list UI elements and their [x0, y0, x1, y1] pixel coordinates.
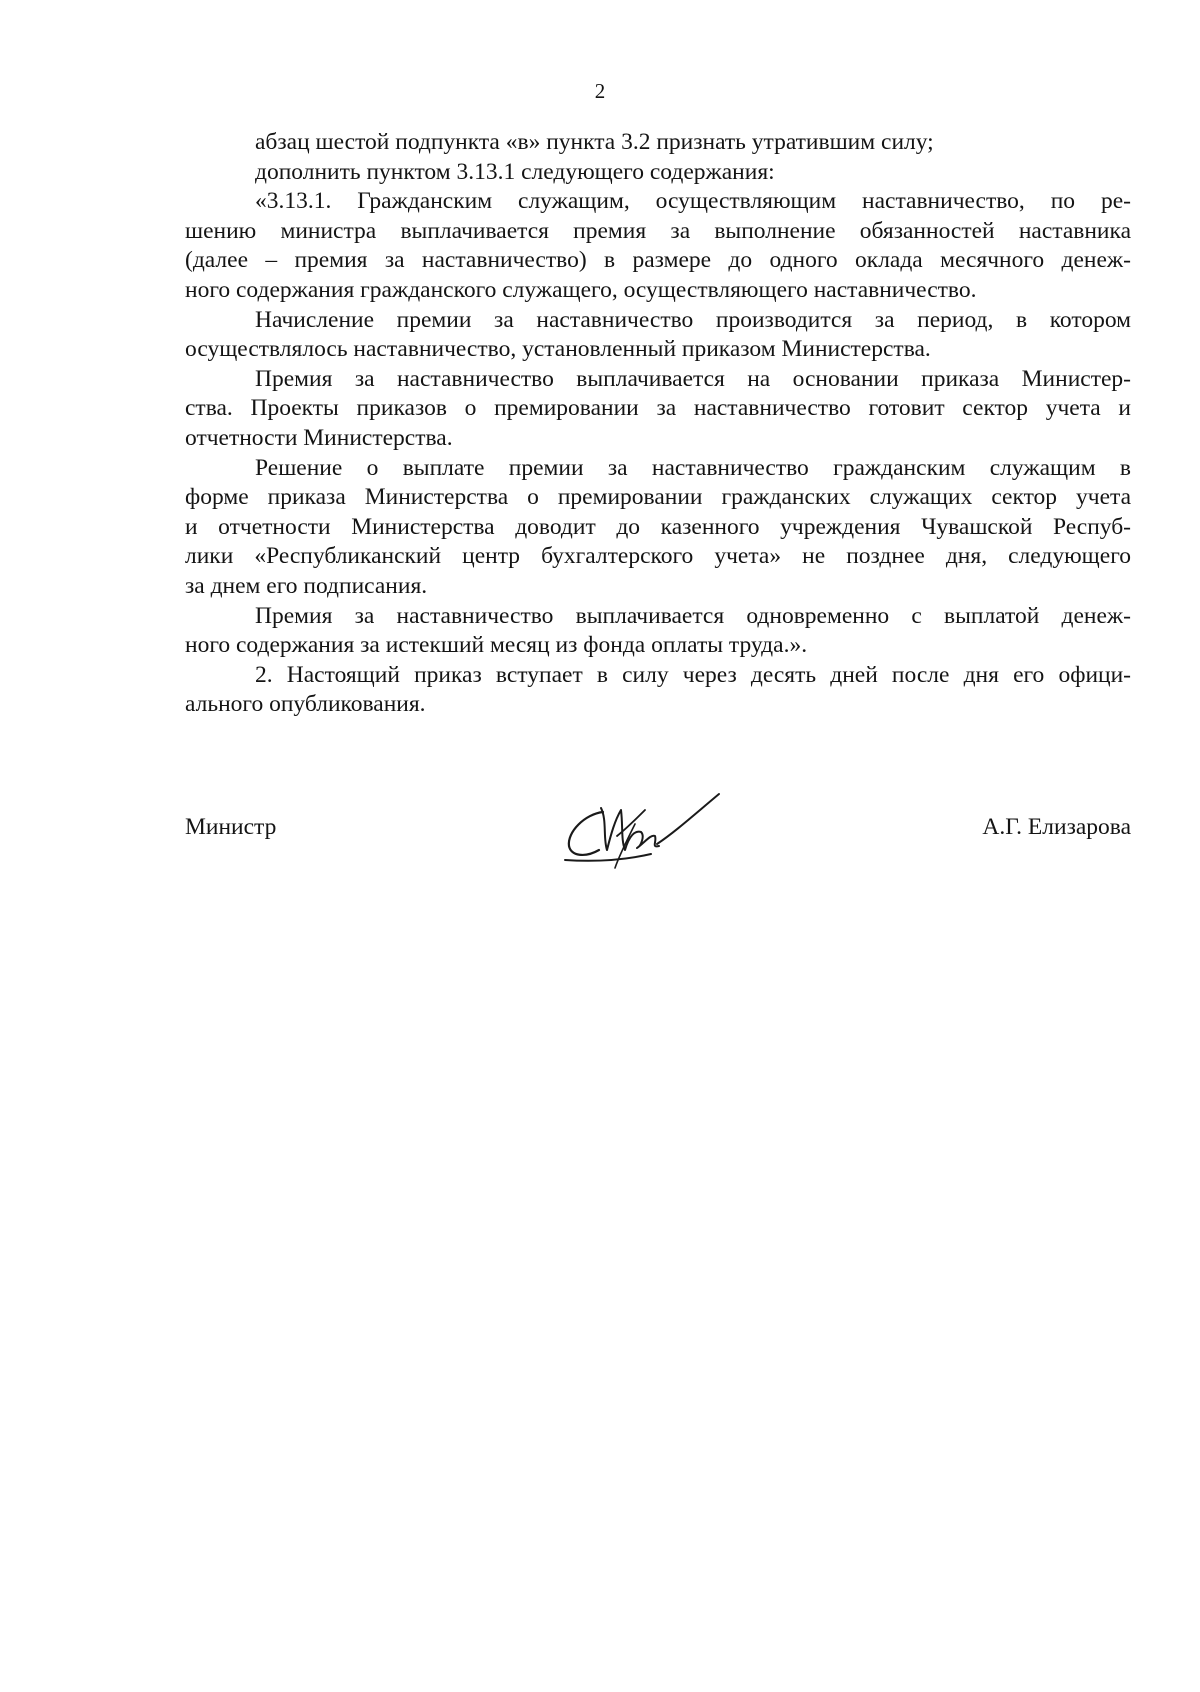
text-line: дополнить пунктом 3.13.1 следующего содержания:: [255, 158, 775, 185]
text-line: ного содержания за истекший месяц из фонда оплаты труда.».: [185, 632, 808, 659]
text-line: лики «Республиканский центр бухгалтерского учета» не позднее дня, следующего: [185, 543, 1131, 570]
text-line: ства. Проекты приказов о премировании за наставничество готовит сектор учета и: [185, 395, 1131, 422]
text-line: Премия за наставничество выплачивается на основании приказа Министер-: [255, 365, 1131, 392]
text-line: ального опубликования.: [185, 691, 426, 718]
text-line: шению министра выплачивается премия за выполнение обязанностей наставника: [185, 217, 1131, 244]
page-number: 2: [594, 79, 606, 103]
signatory-name: А.Г. Елизарова: [982, 814, 1131, 840]
text-line: и отчетности Министерства доводит до казенного учреждения Чувашской Респуб-: [185, 513, 1131, 540]
text-line: осуществлялось наставничество, установленный приказом Министерства.: [185, 336, 931, 363]
text-line: Решение о выплате премии за наставничество гражданским служащим в: [255, 454, 1131, 481]
text-line: (далее – премия за наставничество) в размере до одного оклада месячного денеж-: [185, 247, 1131, 274]
document-body: [185, 128, 1131, 720]
text-line: «3.13.1. Гражданским служащим, осуществляющим наставничество, по ре-: [255, 188, 1131, 215]
text-line: за днем его подписания.: [185, 572, 428, 599]
handwritten-signature: [555, 780, 735, 880]
signature-block: [185, 790, 1131, 880]
text-line: Начисление премии за наставничество производится за период, в котором: [255, 306, 1131, 333]
text-line: ного содержания гражданского служащего, осуществляющего наставничество.: [185, 276, 977, 303]
text-line: отчетности Министерства.: [185, 424, 453, 451]
text-line: Премия за наставничество выплачивается одновременно с выплатой денеж-: [255, 602, 1131, 629]
text-line: 2. Настоящий приказ вступает в силу через десять дней после дня его офици-: [255, 661, 1131, 688]
text-line: форме приказа Министерства о премировании гражданских служащих сектор учета: [185, 484, 1131, 511]
text-line: абзац шестой подпункта «в» пункта 3.2 признать утратившим силу;: [255, 129, 934, 155]
signatory-position: Министр: [185, 814, 277, 840]
